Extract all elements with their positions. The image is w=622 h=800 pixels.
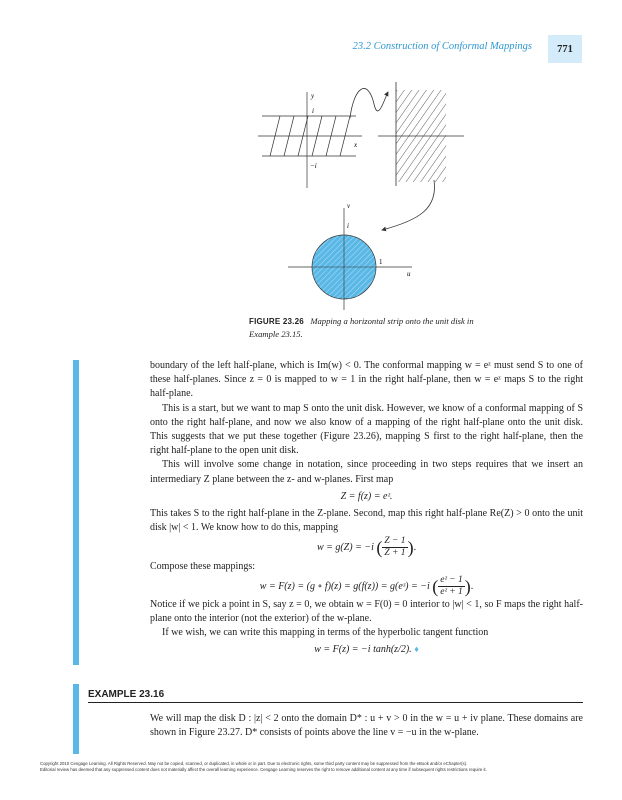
label-x: x — [354, 141, 358, 149]
label-one: 1 — [379, 258, 383, 266]
w-plane — [288, 202, 412, 310]
z-plane — [258, 92, 362, 188]
arrow-to-disk — [382, 180, 435, 230]
label-u: u — [407, 270, 411, 278]
paragraph-3: This will involve some change in notation, since proceeding in two steps requires that we insert an intermediary Z plane between the z- and w-planes. First map — [150, 459, 583, 485]
equation-3: w = F(z) = (g ∘ f)(z) = g(f(z)) = g(eᶻ) = −i ( $\frac{\text{eᶻ − 1}}{\text{eᶻ + 1}}$ ). — [259, 574, 474, 597]
arrow-to-half-plane — [350, 88, 388, 118]
caption-text: Mapping a horizontal strip onto the unit disk in Example 23.15. — [249, 316, 474, 339]
figure-23-26 — [250, 80, 480, 310]
body-text — [150, 359, 583, 659]
example-accent-bar — [73, 684, 79, 754]
label-y: y — [311, 92, 315, 100]
example-text: We will map the disk D : |z| < 2 onto the domain D* : u + v > 0 in the w = u + iv plane. These domains are shown in Figure 23.27. D* consists of points above the line v = −u in the w-plane. — [150, 713, 583, 739]
paragraph-1: boundary of the left half-plane, which is Im(w) < 0. The conformal mapping w = eᶻ must send S to one of these half-planes. Since z = 0 is mapped to w = 1 in the right half-plane, then w = eᶻ maps S to the right half-plane. — [150, 360, 583, 400]
equation-2: w = g(Z) = −i ( $\frac{Z - 1}{Z + 1}$ ). — [316, 536, 417, 559]
paragraph-2: This is a start, but we want to map S onto the unit disk. However, we know of a conformal mapping of S onto the right half-plane, and now we also know of a mapping of the right half-plane onto the unit disk. This suggests that we put these together (Figure 23.26), mapping S first to the right half-plane, then the right half-plane to the open unit disk. — [150, 402, 583, 457]
label-i-top: i — [312, 107, 314, 115]
footer-line-2: Editorial review has deemed that any suppressed content does not materially affect the overall learning experience. Cengage Learning reserves the right to remove additional content at any time if subsequent rights restrictions require it. — [40, 767, 487, 772]
paragraph-6: Notice if we pick a point in S, say z = 0, we obtain w = F(0) = 0 interior to |w| < 1, so F maps the right half-plane onto the interior (not the exterior) of the w-plane. — [150, 598, 583, 624]
footer-line-1: Copyright 2010 Cengage Learning. All Rights Reserved. May not be copied, scanned, or duplicated, in whole or in part. Due to electronic rights, some third party content may be suppressed from the eBook and/or eChapter(s). — [40, 761, 468, 766]
label-neg-i: −i — [310, 162, 317, 170]
right-half-plane — [378, 82, 464, 186]
running-title: 23.2 Construction of Conformal Mappings — [352, 41, 532, 52]
sidebar-accent-bar — [73, 360, 79, 665]
figure-caption — [249, 315, 499, 340]
caption-label: FIGURE 23.26 — [249, 317, 304, 326]
example-rule — [88, 702, 583, 703]
paragraph-7: If we wish, we can write this mapping in terms of the hyperbolic tangent function — [162, 627, 489, 639]
page-number: 771 — [548, 35, 582, 63]
equation-1: Z = f(z) = eᶻ. — [340, 490, 393, 502]
end-of-example-mark: ♦ — [414, 644, 419, 655]
paragraph-5: Compose these mappings: — [150, 561, 255, 573]
example-label: EXAMPLE 23.16 — [88, 689, 165, 700]
label-v: v — [347, 202, 351, 210]
equation-4: w = F(z) = −i tanh(z/2). ♦ — [314, 644, 419, 656]
paragraph-4: This takes S to the right half-plane in the Z-plane. Second, map this right half-plane Re(Z) > 0 onto the unit disk |w| < 1. We know how to do this, mapping — [150, 508, 583, 534]
copyright-footer — [40, 761, 590, 773]
label-i-disk: i — [347, 222, 349, 230]
